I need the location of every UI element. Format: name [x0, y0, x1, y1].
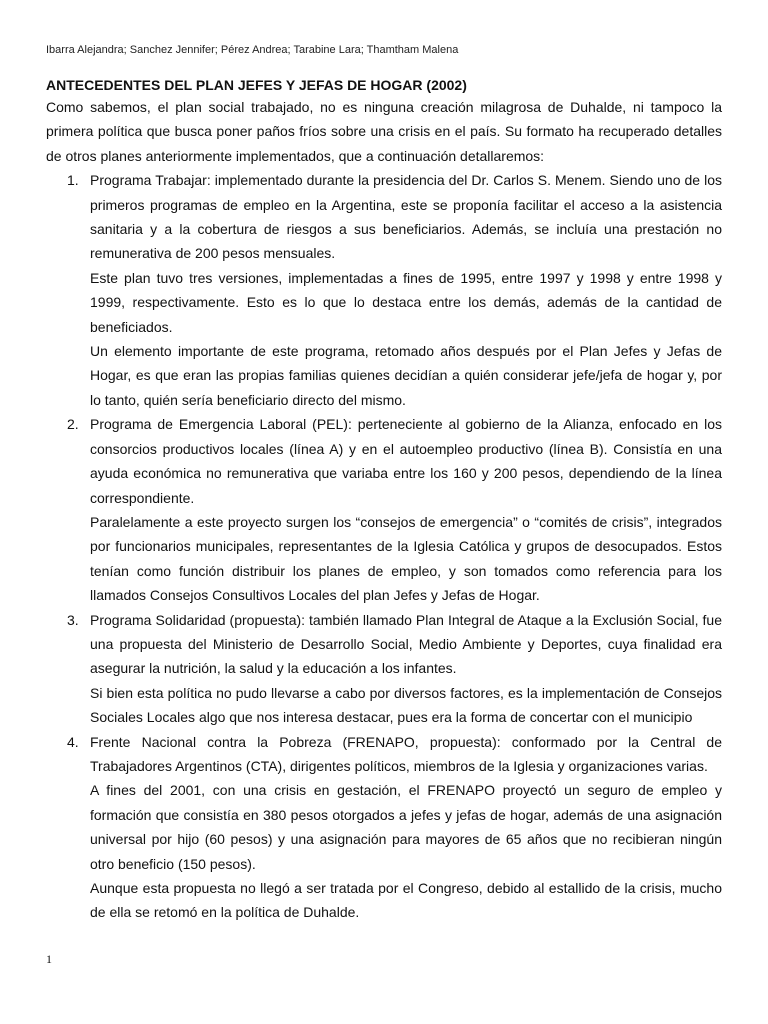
list-item [46, 730, 722, 925]
list-item-number: 3. [67, 611, 79, 628]
item-paragraph: Programa Trabajar: implementado durante la presidencia del Dr. Carlos S. Menem. Siendo uno de los primeros programas de empleo en la Argentina, este se proponía facilitar el acceso a la asistencia sanitaria y a la cobertura de riesgos a sus beneficiarios. Además, se incluía una prestación no remunerativa de 200 pesos mensuales. [90, 172, 722, 262]
item-paragraph: A fines del 2001, con una crisis en gestación, el FRENAPO proyectó un seguro de empleo y formación que consistía en 380 pesos otorgados a jefes y jefas de hogar, además de una asignación universal por hijo (60 pesos) y una asignación para mayores de 65 años que no recibieran ningún otro beneficio (150 pesos). [90, 782, 722, 872]
item-paragraph: Este plan tuvo tres versiones, implementadas a fines de 1995, entre 1997 y 1998 y entre 1998 y 1999, respectivamente. Esto es lo que lo destaca entre los demás, además de la cantidad de beneficiados. [90, 269, 722, 335]
document-title: ANTECEDENTES DEL PLAN JEFES Y JEFAS DE HOGAR (2002) [46, 77, 467, 93]
item-paragraph: Paralelamente a este proyecto surgen los “consejos de emergencia” o “comités de crisis”, integrados por funcionarios municipales, representantes de la Iglesia Católica y grupos de desocupados. Estos tenían como función distribuir los planes de empleo, y son tomados como referencia para los llamados Consejos Consultivos Locales del plan Jefes y Jefas de Hogar. [90, 513, 722, 604]
intro-paragraph: Como sabemos, el plan social trabajado, no es ninguna creación milagrosa de Duhalde, ni tampoco la primera política que busca poner paños fríos sobre una crisis en el país. Su formato ha recuperado detalles de otros planes anteriormente implementados, que a continuación detallaremos: [46, 99, 722, 164]
list-item-number: 4. [67, 733, 79, 750]
authors-header: Ibarra Alejandra; Sanchez Jennifer; Pérez Andrea; Tarabine Lara; Thamtham Malena [46, 44, 459, 56]
item-paragraph: Frente Nacional contra la Pobreza (FRENAPO, propuesta): conformado por la Central de Trabajadores Argentinos (CTA), dirigentes políticos, miembros de la Iglesia y organizaciones varias. [90, 733, 722, 774]
list-item-number: 1. [67, 172, 79, 189]
item-paragraph: Aunque esta propuesta no llegó a ser tratada por el Congreso, debido al estallido de la crisis, mucho de ella se retomó en la política de Duhalde. [90, 880, 722, 921]
item-paragraph: Si bien esta política no pudo llevarse a cabo por diversos factores, es la implementación de Consejos Sociales Locales algo que nos interesa destacar, pues era la forma de concertar con el municipio [90, 684, 722, 726]
list-item-number: 2. [67, 416, 79, 433]
item-paragraph: Un elemento importante de este programa, retomado años después por el Plan Jefes y Jefas de Hogar, es que eran las propias familias quienes decidían a quién considerar jefe/jefa de hogar y, por lo tanto, quién sería beneficiario directo del mismo. [90, 343, 722, 408]
program-list [46, 168, 722, 925]
page-number: 1 [46, 952, 52, 966]
document-body [46, 75, 722, 925]
list-item [46, 608, 722, 730]
item-paragraph: Programa Solidaridad (propuesta): también llamado Plan Integral de Ataque a la Exclusión Social, fue una propuesta del Ministerio de Desarrollo Social, Medio Ambiente y Deportes, cuya finalidad era asegurar la nutrición, la salud y la educación a los infantes. [90, 611, 722, 677]
item-paragraph: Programa de Emergencia Laboral (PEL): perteneciente al gobierno de la Alianza, enfocado en los consorcios productivos locales (línea A) y en el autoempleo productivo (línea B). Consistía en una ayuda económica no remunerativa que variaba entre los 160 y 200 pesos, dependiendo de la línea correspondiente. [90, 416, 722, 506]
list-item [46, 168, 722, 412]
list-item [46, 412, 722, 607]
